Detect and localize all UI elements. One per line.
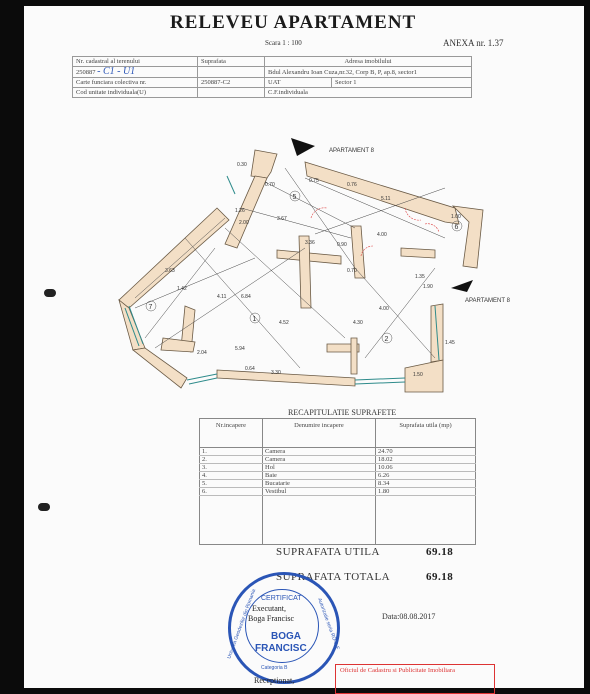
useful-surface-label: SUPRAFATA UTILA (276, 546, 380, 558)
dim-14: 0.70 (347, 268, 357, 274)
stamp-name-2: FRANCISC (255, 643, 307, 654)
dim-16: 4.30 (353, 320, 363, 326)
dim-20: 4.52 (279, 320, 289, 326)
executant-name: Boga Francisc (248, 614, 294, 623)
dim-11: 3.36 (305, 240, 315, 246)
dim-4: 0.76 (347, 182, 357, 188)
dim-13: 1.35 (415, 274, 425, 280)
room-name: Vestibul (263, 488, 376, 496)
room-surface: 24.70 (376, 448, 476, 456)
col-room-name: Denumire incapere (263, 419, 376, 448)
floor-plan (105, 138, 510, 400)
annex-label: ANEXA nr. 1.37 (443, 38, 504, 48)
dim-7: 4.00 (377, 232, 387, 238)
dim-3: 0.75 (309, 178, 319, 184)
punch-hole-top (44, 289, 56, 297)
surface-recap-table (199, 418, 476, 545)
surface-value (198, 67, 265, 78)
dim-28: 1.45 (445, 340, 455, 346)
cf-label: Carte funciara colectiva nr. (73, 78, 198, 88)
dim-24: 1.50 (413, 372, 423, 378)
unit-code-value (198, 88, 265, 98)
total-surface-label: SUPRAFATA TOTALA (276, 571, 391, 583)
surface-header: Suprafata (198, 57, 265, 67)
total-surface-value: 69.18 (426, 571, 454, 583)
room-surface: 6.26 (376, 472, 476, 480)
cadastral-number: 250887 (76, 69, 96, 76)
room-surface: 18.02 (376, 456, 476, 464)
uat-value: Sector 1 (332, 78, 472, 88)
property-info-table (72, 56, 472, 98)
table-row (200, 480, 476, 488)
surveyor-stamp (228, 572, 340, 684)
room-number-1: 1 (252, 316, 257, 323)
document-title: RELEVEU APARTAMENT (170, 12, 417, 33)
room-no: 4. (200, 472, 263, 480)
room-no: 2. (200, 456, 263, 464)
room-number-5: 5 (292, 194, 297, 201)
col-surface: Suprafata utila (mp) (376, 419, 476, 448)
address-value: Bdul Alexandru Ioan Cuza,nr.32, Corp B, P, ap.8, sector1 (265, 67, 472, 78)
room-no: 1. (200, 448, 263, 456)
room-name: Camera (263, 448, 376, 456)
room-name: Camera (263, 456, 376, 464)
label-apartment-right: APARTAMENT 8 (465, 298, 510, 304)
stamp-bottom: Categoria B (261, 665, 288, 671)
executant-label: Executant, (252, 604, 286, 613)
receptionist-label: Receptionat, (254, 676, 295, 685)
cadastral-header: Nr. cadastral al terenului (76, 58, 140, 65)
cadastral-value-cell (73, 67, 198, 78)
dimension-labels (165, 162, 461, 378)
table-filler-row (200, 496, 476, 545)
room-no: 5. (200, 480, 263, 488)
document-date: Data:08.08.2017 (382, 612, 436, 621)
uat-label: UAT (265, 78, 332, 88)
north-arrow-top (291, 138, 315, 156)
address-header: Adresa imobilului (265, 57, 472, 67)
room-number-6: 6 (454, 224, 459, 231)
dim-10: 2.00 (239, 220, 249, 226)
stamp-ring-right: Autorizatie seria RO-B-F (316, 597, 341, 651)
dim-26: 1.42 (177, 286, 187, 292)
scale-label: Scara 1 : 100 (265, 39, 302, 47)
useful-surface (276, 546, 454, 558)
dim-22: 3.30 (271, 370, 281, 376)
cf-value: 250887-C2 (198, 78, 265, 88)
table-row (200, 472, 476, 480)
dim-15: 4.00 (379, 306, 389, 312)
col-room-no: Nr.incapere (200, 419, 263, 448)
room-name: Baie (263, 472, 376, 480)
punch-hole-bottom (38, 503, 50, 511)
room-name: Bucatarie (263, 480, 376, 488)
unit-code-label: Cod unitate individuala(U) (73, 88, 198, 98)
handwritten-mark: - C1 - U1 (97, 66, 136, 77)
dim-6: 1.00 (451, 214, 461, 220)
dim-9: 1.26 (235, 208, 245, 214)
dim-5: 5.11 (381, 196, 391, 202)
dim-1: 0.30 (237, 162, 247, 168)
dim-12: 0.90 (337, 242, 347, 248)
dim-23: 0.64 (245, 366, 255, 372)
table-row (200, 464, 476, 472)
useful-surface-value: 69.18 (426, 546, 454, 558)
office-stamp: Oficiul de Cadastru si Publicitate Imobiliara (335, 664, 495, 694)
room-number-7: 7 (148, 304, 153, 311)
dim-17: 1.90 (423, 284, 433, 290)
stamp-name-1: BOGA (271, 631, 301, 642)
dim-21: 5.94 (235, 346, 245, 352)
dim-19: 6.84 (241, 294, 251, 300)
room-no: 3. (200, 464, 263, 472)
dim-2: 0.70 (265, 182, 275, 188)
table-row (200, 448, 476, 456)
table-row (200, 456, 476, 464)
unit-type-value: C.F.individuala (265, 88, 472, 98)
room-surface: 8.34 (376, 480, 476, 488)
north-arrow-right (451, 280, 473, 292)
dim-8: 3.67 (277, 216, 287, 222)
stamp-ring-left: Uniunea Geodezilor din Romania (226, 588, 258, 660)
table-row (200, 488, 476, 496)
stamp-certificate: CERTIFICAT (261, 595, 302, 602)
dim-27: 2.04 (197, 350, 207, 356)
label-apartment-top: APARTAMENT 8 (329, 148, 374, 154)
recap-title: RECAPITULATIE SUPRAFETE (288, 408, 397, 417)
room-surface: 1.80 (376, 488, 476, 496)
dim-25: 3.63 (165, 268, 175, 274)
cadastral-cell (73, 57, 198, 67)
dim-18: 4.11 (217, 294, 227, 300)
room-number-2: 2 (384, 336, 389, 343)
room-name: Hol (263, 464, 376, 472)
room-no: 6. (200, 488, 263, 496)
room-surface: 10.06 (376, 464, 476, 472)
